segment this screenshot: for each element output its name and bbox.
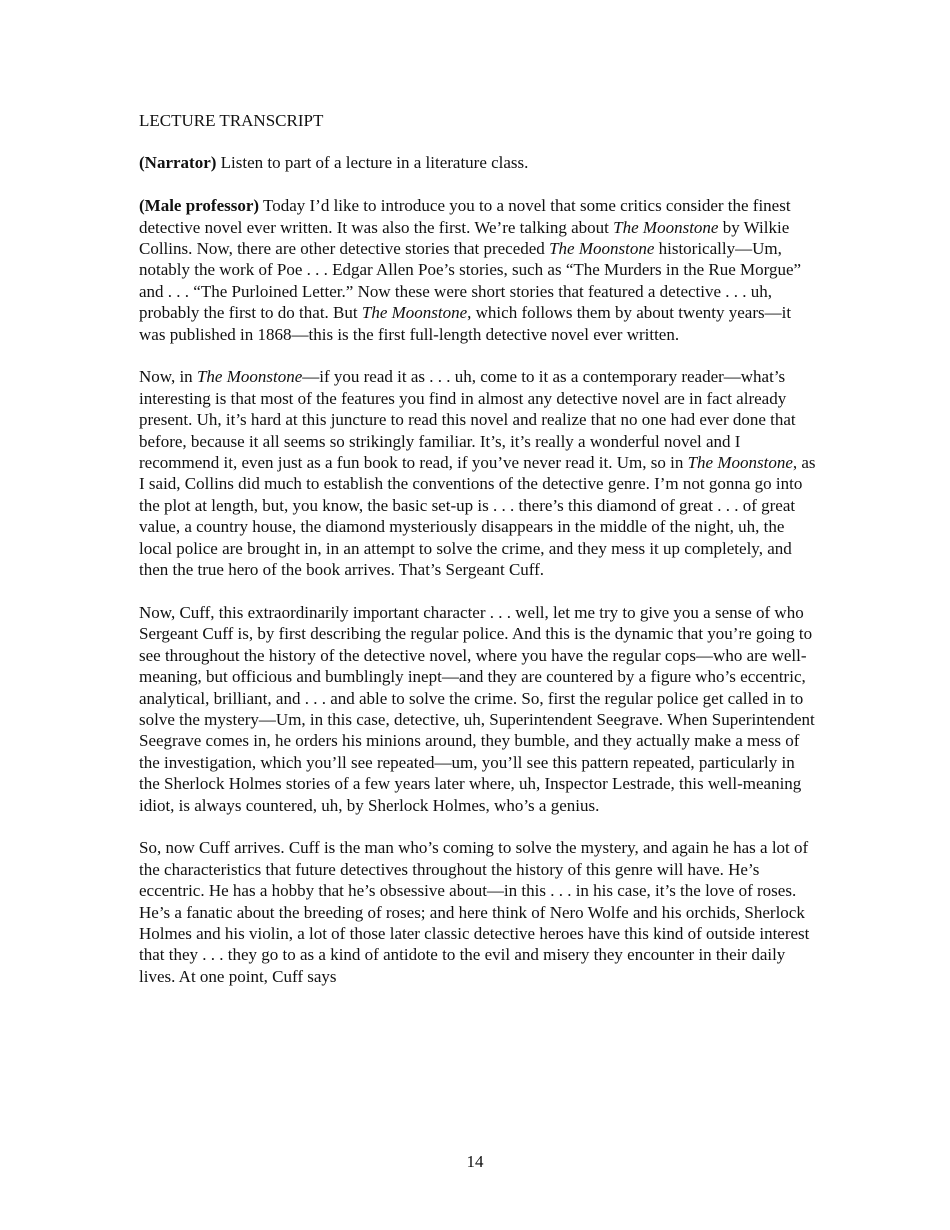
speaker-label: (Narrator) [139,153,217,173]
transcript-page [139,110,819,1009]
transcript-paragraph [139,152,819,173]
transcript-paragraph [139,837,819,987]
transcript-paragraph [139,195,819,345]
paragraph-text: , which follows them by about twenty years—it was published in 1868—this is the first full-length detective novel ever written. [139,303,792,344]
book-title: The Moonstone [549,239,655,259]
paragraph-text: Now, in [139,367,197,387]
page-number: 14 [466,1152,484,1171]
paragraph-text: Today I’d like to introduce you to a novel that some critics consider the finest detective novel ever written. It was also the first. We’re talking about [139,196,791,237]
paragraph-text: , as I said, Collins did much to establish the conventions of the detective genre. I’m not gonna go into the plot at length, but, you know, the basic set-up is . . . there’s this diamond of great . . . of great value, a country house, the diamond mysteriously disappears in the middle of the night, uh, the local police are brought in, in an attempt to solve the crime, and they mess it up completely, and then the true hero of the book arrives. That’s Sergeant Cuff. [139,453,816,580]
paragraph-text: historically—Um, notably the work of Poe . . . Edgar Allen Poe’s stories, such as “The Murders in the Rue Morgue” and . . . “The Purloined Letter.” Now these were short stories that featured a detective . . . uh, probably the first to do that. But [139,239,802,323]
transcript-paragraph [139,366,819,580]
paragraph-text: by Wilkie Collins. Now, there are other detective stories that preceded [139,217,790,259]
book-title: The Moonstone [687,453,793,473]
book-title: The Moonstone [196,367,303,387]
document-heading: LECTURE TRANSCRIPT [139,111,324,130]
paragraph-text: Listen to part of a lecture in a literature class. [216,153,529,173]
paragraph-text: So, now Cuff arrives. Cuff is the man who’s coming to solve the mystery, and again he has a lot of the characteristics that future detectives throughout the history of this genre will have. He’s eccentric. He has a hobby that he’s obsessive about—in this . . . in his case, it’s the love of roses. He’s a fanatic about the breeding of roses; and here think of Nero Wolfe and his orchids, Sherlock Holmes and his violin, a lot of those later classic detective heroes have this kind of outside interest that they . . . they go to as a kind of antidote to the evil and misery they encounter in their daily lives. At one point, Cuff says [139,838,810,986]
paragraph-text: —if you read it as . . . uh, come to it as a contemporary reader—what’s interesting is that most of the features you find in almost any detective novel are in fact already present. Uh, it’s hard at this juncture to read this novel and realize that no one had ever done that before, because it all seems so strikingly familiar. It’s, it’s really a wonderful novel and I recommend it, even just as a fun book to read, if you’ve never read it. Um, so in [139,367,796,473]
speaker-label: (Male professor) [139,196,260,216]
book-title: The Moonstone [613,217,719,237]
transcript-body [139,152,819,987]
book-title: The Moonstone [361,303,468,323]
transcript-paragraph [139,602,819,816]
paragraph-text: Now, Cuff, this extraordinarily important character . . . well, let me try to give you a sense of who Sergeant Cuff is, by first describing the regular police. And this is the dynamic that you’re going to see throughout the history of the detective novel, where you have the regular cops—who are well-meaning, but officious and bumblingly inept—and they are countered by a figure who’s eccentric, analytical, brilliant, and . . . and able to solve the crime. So, first the regular police get called in to solve the mystery—Um, in this case, detective, uh, Superintendent Seegrave. When Superintendent Seegrave comes in, he orders his minions around, they bumble, and they actually make a mess of the investigation, which you’ll see repeated—um, you’ll see this pattern repeated, particularly in the Sherlock Holmes stories of a few years later where, uh, Inspector Lestrade, this well-meaning idiot, is always countered, uh, by Sherlock Holmes, who’s a genius. [139,602,815,815]
